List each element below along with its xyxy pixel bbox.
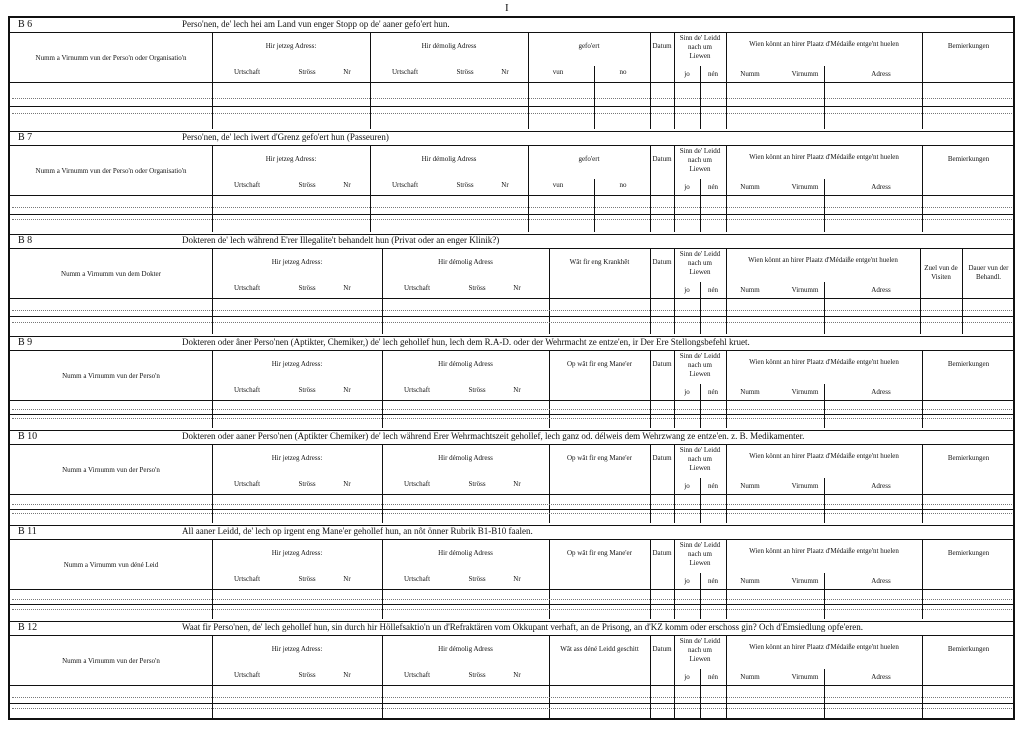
yes-label: jo bbox=[684, 70, 690, 78]
header-divider bbox=[10, 494, 1013, 495]
medal-firstname-label: Virnumm bbox=[791, 183, 819, 191]
no-label: nén bbox=[707, 286, 719, 294]
former-number-label: Nr bbox=[513, 386, 521, 394]
meaning-column-header: Sinn de' Leidd nach um Liewen bbox=[679, 541, 721, 567]
subcolumn-rule bbox=[700, 573, 701, 619]
header-divider bbox=[10, 589, 1013, 590]
entry-row-divider bbox=[10, 509, 1013, 510]
subcolumn-rule bbox=[824, 384, 825, 428]
section-code: B 9 bbox=[18, 337, 33, 348]
current-street-label: Ströss bbox=[298, 386, 316, 394]
former-town-label: Urtschaft bbox=[403, 671, 431, 679]
medal-recipient-header: Wien könnt an hirer Plaatz d'Médaiße entge'nt huelen bbox=[748, 256, 898, 264]
medal-name-label: Numm bbox=[740, 70, 760, 78]
medal-name-label: Numm bbox=[740, 388, 760, 396]
medal-firstname-label: Virnumm bbox=[791, 286, 819, 294]
former-address-header: Hir démolig Adress bbox=[438, 258, 493, 266]
date-column-header: Datum bbox=[652, 360, 672, 368]
transported-from-label: vun bbox=[552, 68, 564, 76]
meaning-column-header: Sinn de' Leidd nach um Liewen bbox=[679, 352, 721, 378]
medal-name-label: Numm bbox=[740, 482, 760, 490]
name-column-header: Numm a Virnumm vun der Perso'n oder Organisatio'n bbox=[35, 54, 187, 62]
current-address-header: Hir jetzeg Adress: bbox=[271, 454, 323, 462]
current-town-label: Urtschaft bbox=[233, 480, 261, 488]
entry-row-guide bbox=[12, 310, 1012, 311]
column-rule bbox=[674, 32, 675, 129]
medal-recipient-header: Wien könnt an hirer Plaatz d'Médaiße entge'nt huelen bbox=[749, 547, 899, 555]
section-code: B 11 bbox=[18, 526, 37, 537]
current-street-label: Ströss bbox=[298, 284, 316, 292]
detail-column-header: Op wât fir eng Mane'er bbox=[566, 549, 632, 557]
column-rule bbox=[549, 350, 550, 428]
section-title: Dokteren oder âner Perso'nen (Aptikter, Chemiker,) de' lech gehollef hun, lech dem R.A-D. oder der Wehrmacht ze entze'en, ir Der Ere Stellongsbefehl kruet. bbox=[182, 337, 750, 347]
current-town-label: Urtschaft bbox=[233, 68, 261, 76]
section-title: Perso'nen, de' lech iwert d'Grenz gefo'ert hun (Passeuren) bbox=[182, 132, 389, 142]
medal-firstname-label: Virnumm bbox=[791, 577, 819, 585]
entry-row-guide bbox=[12, 609, 1012, 610]
medal-name-label: Numm bbox=[740, 577, 760, 585]
entry-row-guide bbox=[12, 697, 1012, 698]
medal-address-label: Adress bbox=[871, 70, 891, 78]
former-town-label: Urtschaft bbox=[403, 386, 431, 394]
transported-header: gefo'ert bbox=[578, 155, 600, 163]
section-b12 bbox=[10, 621, 1013, 722]
former-street-label: Ströss bbox=[456, 68, 474, 76]
subcolumn-rule bbox=[700, 179, 701, 232]
current-address-header: Hir jetzeg Adress: bbox=[271, 549, 323, 557]
section-title: All aaner Leidd, de' lech op irgent eng Mane'er gehollef hun, an nôt önner Rubrik B1-B10 faalen. bbox=[182, 526, 533, 536]
entry-row-guide bbox=[12, 708, 1012, 709]
current-address-header: Hir jetzeg Adress: bbox=[271, 645, 323, 653]
former-address-header: Hir démolig Adress bbox=[438, 360, 493, 368]
subcolumn-rule bbox=[824, 478, 825, 523]
treatment-duration-header: Dauer vun der Behandl. bbox=[968, 264, 1009, 281]
current-town-label: Urtschaft bbox=[233, 671, 261, 679]
former-number-label: Nr bbox=[513, 480, 521, 488]
former-town-label: Urtschaft bbox=[403, 575, 431, 583]
entry-row-guide bbox=[12, 113, 1012, 114]
entry-row-guide bbox=[12, 98, 1012, 99]
current-address-header: Hir jetzeg Adress: bbox=[265, 155, 317, 163]
subcolumn-rule bbox=[824, 669, 825, 720]
entry-row-guide bbox=[12, 513, 1012, 514]
section-title: Waat fir Perso'nen, de' lech gehollef hun, sin durch hir Höllefsaktio'n un d'Refraktären vom Okkupant verhaft, an de Prisong, an d'KZ komm oder erschoss gin? Och d'Emsiedlung opfe'eren. bbox=[182, 622, 863, 632]
yes-label: jo bbox=[684, 183, 690, 191]
medal-address-label: Adress bbox=[871, 577, 891, 585]
former-number-label: Nr bbox=[513, 284, 521, 292]
current-number-label: Nr bbox=[343, 386, 351, 394]
date-column-header: Datum bbox=[652, 155, 672, 163]
medal-address-label: Adress bbox=[871, 388, 891, 396]
current-number-label: Nr bbox=[343, 671, 351, 679]
entry-row-guide bbox=[12, 207, 1012, 208]
medal-address-label: Adress bbox=[871, 673, 891, 681]
current-town-label: Urtschaft bbox=[233, 284, 261, 292]
column-rule bbox=[549, 539, 550, 619]
subcolumn-rule bbox=[700, 669, 701, 720]
meaning-column-header: Sinn de' Leidd nach um Liewen bbox=[679, 34, 721, 60]
former-address-header: Hir démolig Adress bbox=[438, 454, 493, 462]
subcolumn-rule bbox=[824, 179, 825, 232]
current-town-label: Urtschaft bbox=[233, 181, 261, 189]
column-rule bbox=[726, 539, 727, 619]
subcolumn-rule bbox=[824, 282, 825, 334]
no-label: nén bbox=[707, 577, 719, 585]
entry-row-divider bbox=[10, 604, 1013, 605]
current-street-label: Ströss bbox=[298, 575, 316, 583]
name-column-header: Numm a Virnumm vun der Perso'n bbox=[62, 372, 160, 380]
section-header-bar bbox=[10, 131, 1013, 146]
transported-header: gefo'ert bbox=[578, 42, 600, 50]
former-town-label: Urtschaft bbox=[403, 480, 431, 488]
entry-row-guide bbox=[12, 504, 1012, 505]
name-column-header: Numm a Virnumm vun der Perso'n bbox=[62, 466, 160, 474]
medal-recipient-header: Wien könnt an hirer Plaatz d'Médaiße entge'nt huelen bbox=[749, 643, 899, 651]
entry-row-guide bbox=[12, 599, 1012, 600]
medal-recipient-header: Wien könnt an hirer Plaatz d'Médaiße entge'nt huelen bbox=[749, 40, 899, 48]
entry-row-guide bbox=[12, 409, 1012, 410]
date-column-header: Datum bbox=[652, 258, 672, 266]
yes-label: jo bbox=[684, 286, 690, 294]
refractaire-form-page bbox=[8, 16, 1015, 720]
no-label: nén bbox=[707, 673, 719, 681]
section-code: B 12 bbox=[18, 622, 38, 633]
entry-row-guide bbox=[12, 418, 1012, 419]
remarks-header: Bemierkungen bbox=[947, 645, 990, 653]
entry-row-divider bbox=[10, 106, 1013, 107]
medal-recipient-header: Wien könnt an hirer Plaatz d'Médaiße entge'nt huelen bbox=[749, 358, 899, 366]
medal-firstname-label: Virnumm bbox=[791, 388, 819, 396]
subcolumn-rule bbox=[700, 384, 701, 428]
no-label: nén bbox=[707, 482, 719, 490]
no-label: nén bbox=[707, 388, 719, 396]
page-number-mark: I bbox=[505, 2, 509, 14]
subcolumn-rule bbox=[700, 478, 701, 523]
former-address-header: Hir démolig Adress bbox=[421, 42, 477, 50]
former-street-label: Ströss bbox=[468, 671, 486, 679]
former-address-header: Hir démolig Adress bbox=[438, 549, 493, 557]
remarks-header: Bemierkungen bbox=[947, 42, 990, 50]
medal-name-label: Numm bbox=[740, 183, 760, 191]
remarks-header: Bemierkungen bbox=[947, 454, 990, 462]
former-number-label: Nr bbox=[513, 575, 521, 583]
name-column-header: Numm a Virnumm vun der Perso'n oder Organisatio'n bbox=[35, 167, 187, 175]
header-divider bbox=[10, 298, 1013, 299]
date-column-header: Datum bbox=[652, 42, 672, 50]
former-street-label: Ströss bbox=[468, 480, 486, 488]
no-label: nén bbox=[707, 70, 719, 78]
meaning-column-header: Sinn de' Leidd nach um Liewen bbox=[679, 250, 721, 276]
current-street-label: Ströss bbox=[298, 68, 316, 76]
current-street-label: Ströss bbox=[298, 181, 316, 189]
date-column-header: Datum bbox=[652, 549, 672, 557]
transported-to-label: no bbox=[619, 68, 627, 76]
section-b10 bbox=[10, 430, 1013, 525]
former-street-label: Ströss bbox=[456, 181, 474, 189]
current-street-label: Ströss bbox=[298, 480, 316, 488]
section-code: B 6 bbox=[18, 19, 33, 30]
header-divider bbox=[10, 195, 1013, 196]
former-street-label: Ströss bbox=[468, 575, 486, 583]
medal-name-label: Numm bbox=[740, 673, 760, 681]
column-rule bbox=[726, 350, 727, 428]
entry-row-guide bbox=[12, 322, 1012, 323]
current-town-label: Urtschaft bbox=[233, 386, 261, 394]
remarks-header: Bemierkungen bbox=[947, 155, 990, 163]
visits-count-header: Zuel vun de Visiten bbox=[924, 264, 958, 281]
section-code: B 8 bbox=[18, 235, 33, 246]
column-rule bbox=[726, 444, 727, 523]
medal-firstname-label: Virnumm bbox=[791, 673, 819, 681]
section-code: B 7 bbox=[18, 132, 33, 143]
transported-from-label: vun bbox=[552, 181, 564, 189]
medal-firstname-label: Virnumm bbox=[791, 70, 819, 78]
former-town-label: Urtschaft bbox=[391, 68, 419, 76]
section-b11 bbox=[10, 525, 1013, 621]
name-column-header: Numm a Virnumm vun dem Dokter bbox=[61, 270, 161, 278]
detail-column-header: Wât ass déné Leidd geschitt bbox=[560, 645, 639, 653]
name-column-header: Numm a Virnumm vun déné Leid bbox=[63, 561, 159, 569]
former-town-label: Urtschaft bbox=[403, 284, 431, 292]
meaning-column-header: Sinn de' Leidd nach um Liewen bbox=[679, 637, 721, 663]
current-town-label: Urtschaft bbox=[233, 575, 261, 583]
subcolumn-rule bbox=[824, 573, 825, 619]
current-number-label: Nr bbox=[343, 284, 351, 292]
yes-label: jo bbox=[684, 482, 690, 490]
meaning-column-header: Sinn de' Leidd nach um Liewen bbox=[679, 446, 721, 472]
former-address-header: Hir démolig Adress bbox=[421, 155, 477, 163]
former-number-label: Nr bbox=[501, 68, 509, 76]
name-column-header: Numm a Virnumm vun der Perso'n bbox=[62, 657, 160, 665]
medal-address-label: Adress bbox=[871, 482, 891, 490]
subcolumn-rule bbox=[700, 282, 701, 334]
meaning-column-header: Sinn de' Leidd nach um Liewen bbox=[679, 147, 721, 173]
detail-column-header: Op wât fir eng Mane'er bbox=[566, 454, 632, 462]
current-address-header: Hir jetzeg Adress: bbox=[271, 360, 323, 368]
section-header-bar bbox=[10, 18, 1013, 33]
medal-name-label: Numm bbox=[740, 286, 760, 294]
current-number-label: Nr bbox=[343, 181, 351, 189]
section-title: Dokteren de' lech während E'rer Illegalite't behandelt hun (Privat oder an enger Klinik?) bbox=[182, 235, 500, 245]
medal-firstname-label: Virnumm bbox=[791, 482, 819, 490]
subcolumn-rule bbox=[594, 179, 595, 232]
medal-address-label: Adress bbox=[871, 286, 891, 294]
former-number-label: Nr bbox=[501, 181, 509, 189]
section-b8 bbox=[10, 234, 1013, 336]
header-divider bbox=[10, 400, 1013, 401]
yes-label: jo bbox=[684, 673, 690, 681]
entry-row-divider bbox=[10, 703, 1013, 704]
detail-column-header: Op wât fir eng Mane'er bbox=[566, 360, 632, 368]
no-label: nén bbox=[707, 183, 719, 191]
header-divider bbox=[10, 82, 1013, 83]
medal-recipient-header: Wien könnt an hirer Plaatz d'Médaiße entge'nt huelen bbox=[749, 452, 899, 460]
current-street-label: Ströss bbox=[298, 671, 316, 679]
current-address-header: Hir jetzeg Adress: bbox=[265, 42, 317, 50]
current-number-label: Nr bbox=[343, 68, 351, 76]
medal-recipient-header: Wien könnt an hirer Plaatz d'Médaiße entge'nt huelen bbox=[749, 153, 899, 161]
remarks-header: Bemierkungen bbox=[947, 549, 990, 557]
entry-row-divider bbox=[10, 316, 1013, 317]
yes-label: jo bbox=[684, 577, 690, 585]
current-number-label: Nr bbox=[343, 480, 351, 488]
section-title: Dokteren oder aaner Perso'nen (Aptikter Chemiker) de' lech während Erer Wehrmachtszeit gehollef, lech ganz od. délweis dem Wehrzwang ze entze'en. z. B. Medikamenter. bbox=[182, 431, 805, 441]
detail-column-header: Wât fir eng Krankhêt bbox=[569, 258, 630, 266]
date-column-header: Datum bbox=[652, 454, 672, 462]
former-number-label: Nr bbox=[513, 671, 521, 679]
section-b7 bbox=[10, 131, 1013, 234]
former-town-label: Urtschaft bbox=[391, 181, 419, 189]
current-number-label: Nr bbox=[343, 575, 351, 583]
current-address-header: Hir jetzeg Adress: bbox=[271, 258, 323, 266]
former-address-header: Hir démolig Adress bbox=[438, 645, 493, 653]
former-street-label: Ströss bbox=[468, 284, 486, 292]
header-divider bbox=[10, 685, 1013, 686]
column-rule bbox=[726, 32, 727, 129]
yes-label: jo bbox=[684, 388, 690, 396]
section-code: B 10 bbox=[18, 431, 38, 442]
medal-address-label: Adress bbox=[871, 183, 891, 191]
entry-row-divider bbox=[10, 214, 1013, 215]
entry-row-guide bbox=[12, 219, 1012, 220]
column-rule bbox=[549, 444, 550, 523]
former-street-label: Ströss bbox=[468, 386, 486, 394]
section-title: Perso'nen, de' lech hei am Land vun enger Stopp op de' aaner gefo'ert hun. bbox=[182, 19, 450, 29]
section-b9 bbox=[10, 336, 1013, 430]
section-b6 bbox=[10, 18, 1013, 131]
transported-to-label: no bbox=[619, 181, 627, 189]
remarks-header: Bemierkungen bbox=[947, 360, 990, 368]
date-column-header: Datum bbox=[652, 645, 672, 653]
entry-row-divider bbox=[10, 414, 1013, 415]
section-header-bar bbox=[10, 234, 1013, 249]
